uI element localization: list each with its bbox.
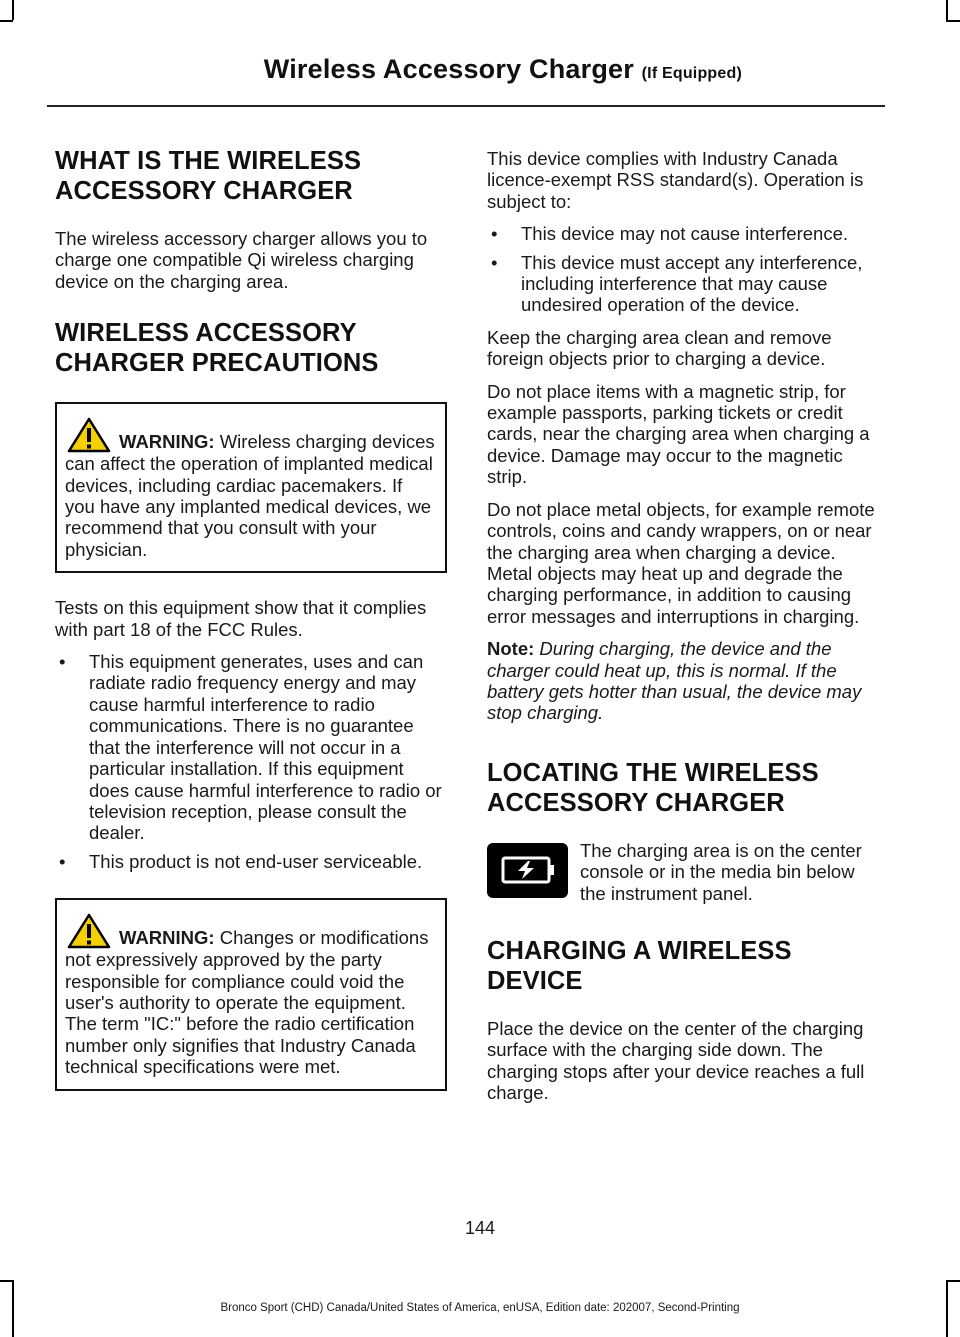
list-item — [487, 223, 882, 244]
fcc-bullet-list — [55, 651, 447, 872]
warning-body: Wireless charging devices can affect the operation of implanted medical devices, including cardiac pacemakers. If you have any implanted medical devices, we recommend that you consult with your physician. — [65, 431, 435, 560]
list-item-text: This device must accept any interference, including interference that may cause undesired operation of the device. — [521, 251, 863, 316]
list-item — [55, 651, 447, 844]
ic-bullet-list — [487, 223, 882, 316]
right-column — [487, 148, 882, 1115]
warning-label: WARNING: — [119, 927, 215, 949]
wireless-charger-icon — [487, 843, 568, 898]
locating-row — [487, 840, 882, 904]
section-heading-charging: CHARGING A WIRELESS DEVICE — [487, 936, 792, 995]
list-item — [487, 252, 882, 316]
list-item-text: This equipment generates, uses and can radiate radio frequency energy and may cause harmful interference to radio communications. There is no guarantee that the interference will not occur in a particular installation. If this equipment does cause harmful interference to radio or television reception, please consult the dealer. — [89, 651, 442, 844]
page-header-title — [0, 54, 742, 85]
locating-body: The charging area is on the center console or in the media bin below the instrument panel. — [580, 839, 862, 904]
ic-intro-text: This device complies with Industry Canada licence-exempt RSS standard(s). Operation is subject to: — [487, 148, 864, 212]
paragraph-clean: Keep the charging area clean and remove foreign objects prior to charging a device. — [487, 326, 832, 370]
warning-triangle-icon — [67, 417, 111, 453]
page-footer: Bronco Sport (CHD) Canada/United States of America, enUSA, Edition date: 202007, Second-Printing — [220, 1302, 740, 1314]
note-label: Note: — [487, 638, 535, 660]
header-divider — [47, 105, 885, 107]
page-number: 144 — [464, 1218, 496, 1238]
section-heading-locating: LOCATING THE WIRELESS ACCESSORY CHARGER — [487, 758, 819, 817]
crop-mark — [0, 1280, 13, 1282]
warning-text-medical — [65, 417, 437, 560]
bullet-marker: • — [59, 651, 66, 673]
warning-box-medical — [55, 402, 447, 573]
warning-text-modifications — [65, 913, 437, 1077]
header-title-text: Wireless Accessory Charger — [263, 54, 634, 84]
section-body-what-is: The wireless accessory charger allows you to charge one compatible Qi wireless charging device on the charging area. — [55, 228, 428, 292]
list-item — [55, 851, 447, 872]
bullet-marker: • — [491, 251, 498, 273]
warning-body: Changes or modifications not expressively approved by the party responsible for compliance could void the user's authority to operate the equipment. The term "IC:" before the radio certification number only signifies that Industry Canada technical specifications were met. — [65, 927, 429, 1078]
bullet-marker: • — [491, 223, 498, 245]
fcc-intro-text: Tests on this equipment show that it complies with part 18 of the FCC Rules. — [55, 597, 427, 640]
crop-mark — [946, 1280, 960, 1282]
paragraph-metal: Do not place metal objects, for example remote controls, coins and candy wrappers, on or near the charging area when charging a device. Metal objects may heat up and degrade the charging performance, in addition to causing error messages and interruptions in charging. — [487, 498, 875, 627]
list-item-text: This device may not cause interference. — [521, 223, 848, 245]
crop-mark — [946, 20, 960, 22]
warning-box-modifications — [55, 898, 447, 1090]
warning-triangle-icon — [67, 913, 111, 949]
header-title-suffix: (If Equipped) — [641, 65, 742, 82]
crop-mark — [0, 20, 13, 22]
warning-label: WARNING: — [119, 431, 215, 453]
list-item-text: This product is not end-user serviceable. — [89, 850, 423, 872]
note-paragraph — [487, 638, 882, 724]
section-heading-what-is: WHAT IS THE WIRELESS ACCESSORY CHARGER — [55, 147, 362, 205]
charging-body: Place the device on the center of the charging surface with the charging side down. The charging stops after your device reaches a full charge. — [487, 1017, 865, 1104]
crop-mark — [946, 0, 948, 20]
section-heading-precautions: WIRELESS ACCESSORY CHARGER PRECAUTIONS — [55, 319, 379, 378]
crop-mark — [12, 0, 14, 20]
left-column — [55, 146, 447, 1115]
paragraph-magnetic: Do not place items with a magnetic strip, for example passports, parking tickets or credit cards, near the charging area when charging a device. Damage may occur to the magnetic strip. — [487, 380, 870, 488]
note-body: During charging, the device and the charger could heat up, this is normal. If the battery gets hotter than usual, the device may stop charging. — [487, 638, 862, 724]
bullet-marker: • — [59, 850, 66, 872]
